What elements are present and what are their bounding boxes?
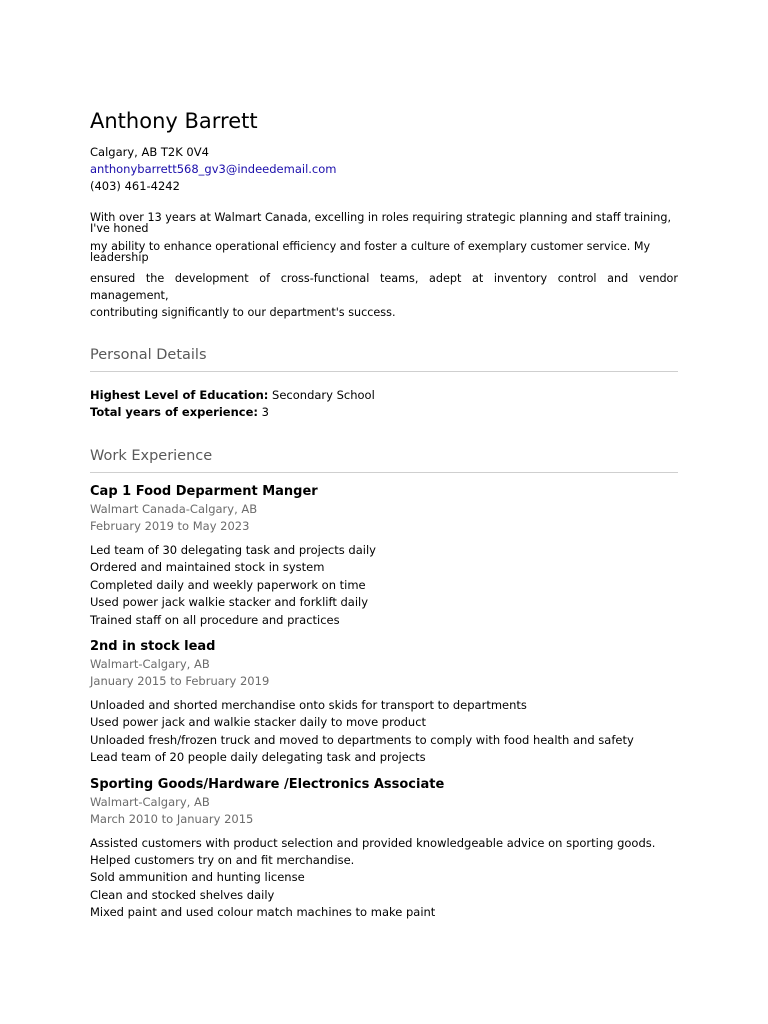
experience-value: 3 [261, 405, 269, 419]
duty-item: Used power jack and walkie stacker daily to move product [90, 715, 427, 730]
job-title: Sporting Goods/Hardware /Electronics Associate [90, 776, 445, 792]
duty-item: Mixed paint and used colour match machines to make paint [90, 905, 436, 920]
job-dates: February 2019 to May 2023 [90, 519, 250, 533]
duty-item: Sold ammunition and hunting license [90, 870, 305, 885]
resume-page [90, 106, 678, 922]
work-experience-heading: Work Experience [90, 446, 678, 473]
email-link[interactable]: anthonybarrett568_gv3@indeedemail.com [90, 162, 337, 176]
job-title: Cap 1 Food Deparment Manger [90, 484, 318, 499]
job-duties [90, 697, 678, 767]
duty-item: Led team of 30 delegating task and projects daily [90, 543, 376, 557]
duty-item: Unloaded fresh/frozen truck and moved to departments to comply with food health and safety [90, 732, 634, 747]
personal-details-heading: Personal Details [90, 345, 678, 372]
summary-line: my ability to enhance operational efficiency and foster a culture of exemplary customer service. My [90, 240, 651, 253]
job-company: Walmart Canada-Calgary, AB [90, 502, 258, 516]
duty-item: Trained staff on all procedure and practices [90, 612, 340, 627]
location: Calgary, AB T2K 0V4 [90, 145, 209, 159]
experience-label: Total years of experience: [90, 405, 258, 419]
summary-paragraph [90, 212, 678, 321]
duty-item: Unloaded and shorted merchandise onto skids for transport to departments [90, 698, 527, 713]
job-entry [90, 638, 678, 767]
job-entry [90, 483, 678, 629]
duty-item: Assisted customers with product selection and provided knowledgeable advice on sporting goods. [90, 835, 656, 850]
education-row [90, 387, 678, 404]
candidate-name: Anthony Barrett [90, 109, 258, 133]
duty-item: Lead team of 20 people daily delegating task and projects [90, 750, 426, 765]
personal-details [90, 387, 678, 421]
summary-line: contributing significantly to our department's success. [90, 306, 396, 319]
phone-number: (403) 461-4242 [90, 179, 180, 193]
job-dates: January 2015 to February 2019 [90, 674, 270, 689]
experience-row [90, 404, 678, 421]
summary-line: ensured the development of cross-functional teams, adept at inventory control and vendor management, [90, 272, 678, 302]
job-entry [90, 776, 678, 922]
summary-line: I've honed [90, 222, 149, 235]
job-company: Walmart-Calgary, AB [90, 794, 210, 809]
education-label: Highest Level of Education: [90, 388, 269, 402]
job-company: Walmart-Calgary, AB [90, 657, 210, 672]
duty-item: Completed daily and weekly paperwork on time [90, 577, 366, 592]
summary-line: With over 13 years at Walmart Canada, excelling in roles requiring strategic planning and staff training, [90, 211, 672, 224]
job-duties [90, 542, 678, 629]
summary-line: leadership [90, 251, 149, 264]
job-dates: March 2010 to January 2015 [90, 811, 254, 826]
duty-item: Helped customers try on and fit merchandise. [90, 853, 355, 868]
job-title: 2nd in stock lead [90, 639, 216, 655]
duty-item: Used power jack walkie stacker and forklift daily [90, 595, 369, 610]
resume-header [90, 106, 678, 195]
duty-item: Clean and stocked shelves daily [90, 887, 275, 902]
duty-item: Ordered and maintained stock in system [90, 560, 325, 575]
education-value: Secondary School [272, 388, 375, 402]
job-duties [90, 835, 678, 922]
